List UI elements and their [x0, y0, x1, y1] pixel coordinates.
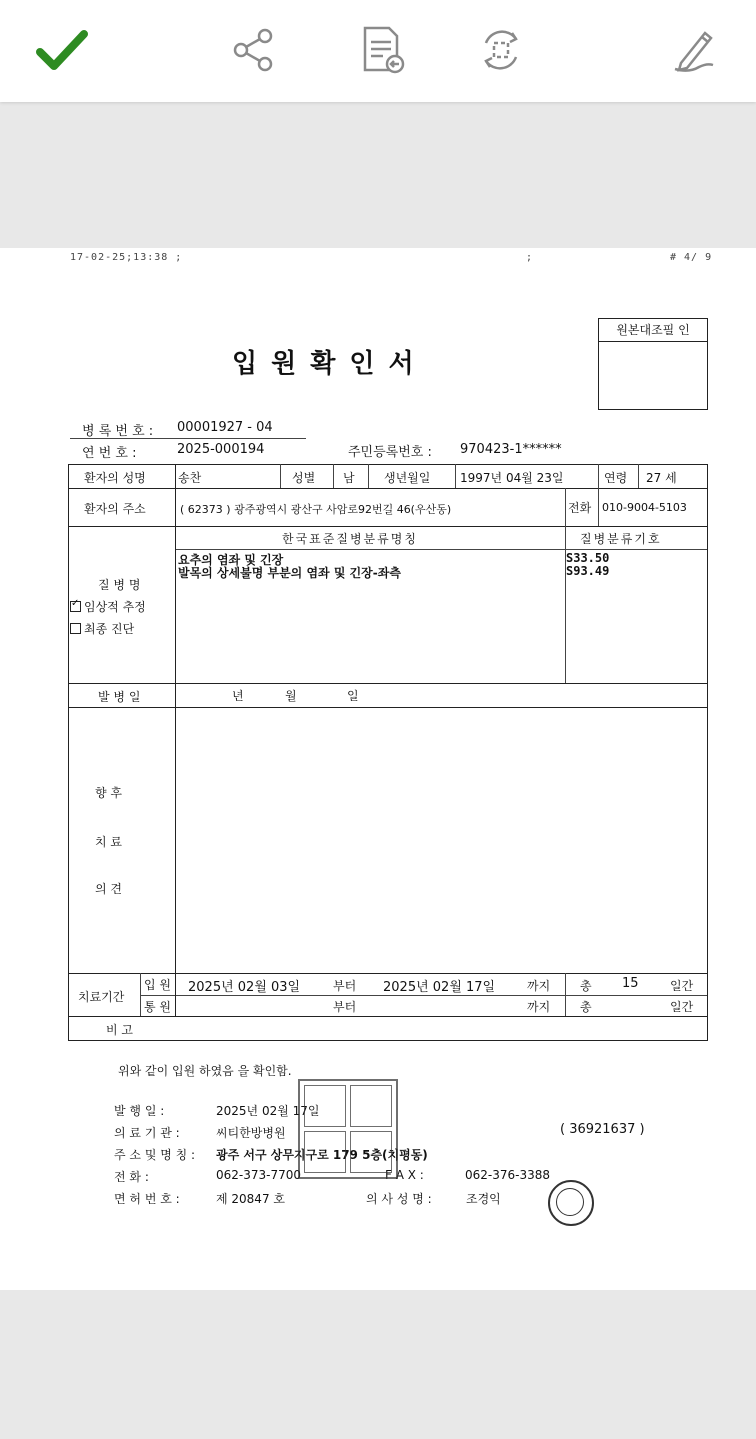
- checkmark-icon[interactable]: [32, 20, 92, 80]
- license: 제 20847 호: [216, 1192, 285, 1206]
- patient-name-label: 환자의 성명: [84, 471, 146, 485]
- onset-month: 월: [285, 689, 297, 703]
- disease-1: 요추의 염좌 및 긴장: [178, 553, 284, 567]
- fax-header-mid: ;: [526, 252, 534, 263]
- inpatient-days: 15: [622, 976, 639, 991]
- from-1: 부터: [333, 979, 357, 993]
- from-2: 부터: [333, 1000, 357, 1014]
- disease-label: 질 병 명: [98, 578, 141, 592]
- doctor: 조경익: [466, 1192, 501, 1206]
- license-label: 면 허 번 호 :: [114, 1192, 180, 1206]
- until-1: 까지: [527, 979, 551, 993]
- disease-2: 발목의 상세불명 부분의 염좌 및 긴장-좌측: [178, 566, 401, 580]
- hospital-label: 의 료 기 관 :: [114, 1126, 180, 1140]
- kcd-header: 한국표준질병분류명칭: [282, 532, 418, 546]
- birth-label: 생년월일: [384, 471, 431, 485]
- phone: 010-9004-5103: [602, 501, 687, 514]
- fax-header-right: # 4/ 9: [670, 252, 713, 263]
- inpatient-label: 입 원: [144, 978, 171, 992]
- phone-label: 전화: [568, 501, 592, 515]
- document-page: [0, 248, 756, 1290]
- onset-day: 일: [347, 689, 359, 703]
- hospital-seal: [298, 1079, 398, 1179]
- patient-name: 송찬: [178, 471, 202, 485]
- document-title: 입원확인서: [232, 349, 428, 379]
- doctor-label: 의 사 성 명 :: [366, 1192, 432, 1206]
- share-icon[interactable]: [223, 20, 283, 80]
- resident-no-label: 주민등록번호 :: [348, 445, 432, 460]
- code-2: S93.49: [566, 564, 610, 578]
- top-toolbar: [0, 0, 756, 102]
- doctor-seal: [548, 1180, 594, 1226]
- days-1: 일간: [670, 979, 694, 993]
- onset-year: 년: [232, 689, 244, 703]
- original-verify-box: [598, 318, 708, 410]
- sex: 남: [343, 471, 355, 485]
- final-label: 최종 진단: [84, 622, 135, 636]
- period-label: 치료기간: [78, 990, 125, 1004]
- opinion-label-2: 치 료: [95, 835, 122, 849]
- opinion-label-3: 의 견: [95, 882, 122, 896]
- sex-label: 성별: [292, 471, 316, 485]
- fax-header-left: 17-02-25;13:38 ;: [70, 252, 183, 263]
- clinical-label: 임상적 추정: [84, 600, 146, 614]
- fax: 062-376-3388: [465, 1168, 551, 1182]
- document-icon[interactable]: [352, 20, 412, 80]
- total-1: 총: [580, 979, 592, 993]
- issue-date: 2025년 02월 17일: [216, 1104, 320, 1118]
- onset-label: 발 병 일: [98, 690, 141, 704]
- fax-label: F A X :: [385, 1168, 424, 1182]
- inpatient-start: 2025년 02월 03일: [188, 980, 301, 995]
- serial-no-label: 연 번 호 :: [82, 446, 137, 461]
- outpatient-label: 통 원: [144, 1000, 171, 1014]
- age: 27 세: [646, 471, 677, 485]
- hospital-address: 광주 서구 상무지구로 179 5층(치평동): [216, 1148, 428, 1162]
- original-verify-label: 원본대조필 인: [599, 319, 707, 342]
- hospital: 씨티한방병원: [216, 1126, 286, 1140]
- hospital-code: ( 36921637 ): [560, 1122, 645, 1137]
- address-label: 환자의 주소: [84, 502, 146, 516]
- until-2: 까지: [527, 1000, 551, 1014]
- total-2: 총: [580, 1000, 592, 1014]
- opinion-label-1: 향 후: [95, 786, 122, 800]
- resident-no: 970423-1******: [460, 442, 562, 457]
- addr-label: 주 소 및 명 칭 :: [114, 1148, 196, 1162]
- serial-no: 2025-000194: [177, 442, 265, 457]
- remark-label: 비 고: [106, 1023, 133, 1037]
- age-label: 연령: [604, 471, 628, 485]
- issue-label: 발 행 일 :: [114, 1104, 165, 1118]
- rotate-crop-icon[interactable]: [471, 20, 531, 80]
- record-no-label: 병 록 번 호 :: [82, 424, 154, 439]
- pen-icon[interactable]: [664, 20, 724, 80]
- clinical-checkbox[interactable]: [70, 598, 146, 615]
- tel-label: 전 화 :: [114, 1170, 149, 1184]
- code-1: S33.50: [566, 551, 610, 565]
- record-no: 00001927 - 04: [177, 420, 273, 435]
- address: ( 62373 ) 광주광역시 광산구 사암로92번길 46(우산동): [180, 503, 452, 516]
- confirm-text: 위와 같이 입원 하였음 을 확인함.: [118, 1064, 292, 1078]
- final-checkbox[interactable]: [70, 620, 134, 637]
- tel: 062-373-7700: [216, 1168, 302, 1182]
- days-2: 일간: [670, 1000, 694, 1014]
- inpatient-end: 2025년 02월 17일: [383, 980, 496, 995]
- code-header: 질병분류기호: [580, 532, 662, 546]
- birth: 1997년 04월 23일: [460, 471, 564, 485]
